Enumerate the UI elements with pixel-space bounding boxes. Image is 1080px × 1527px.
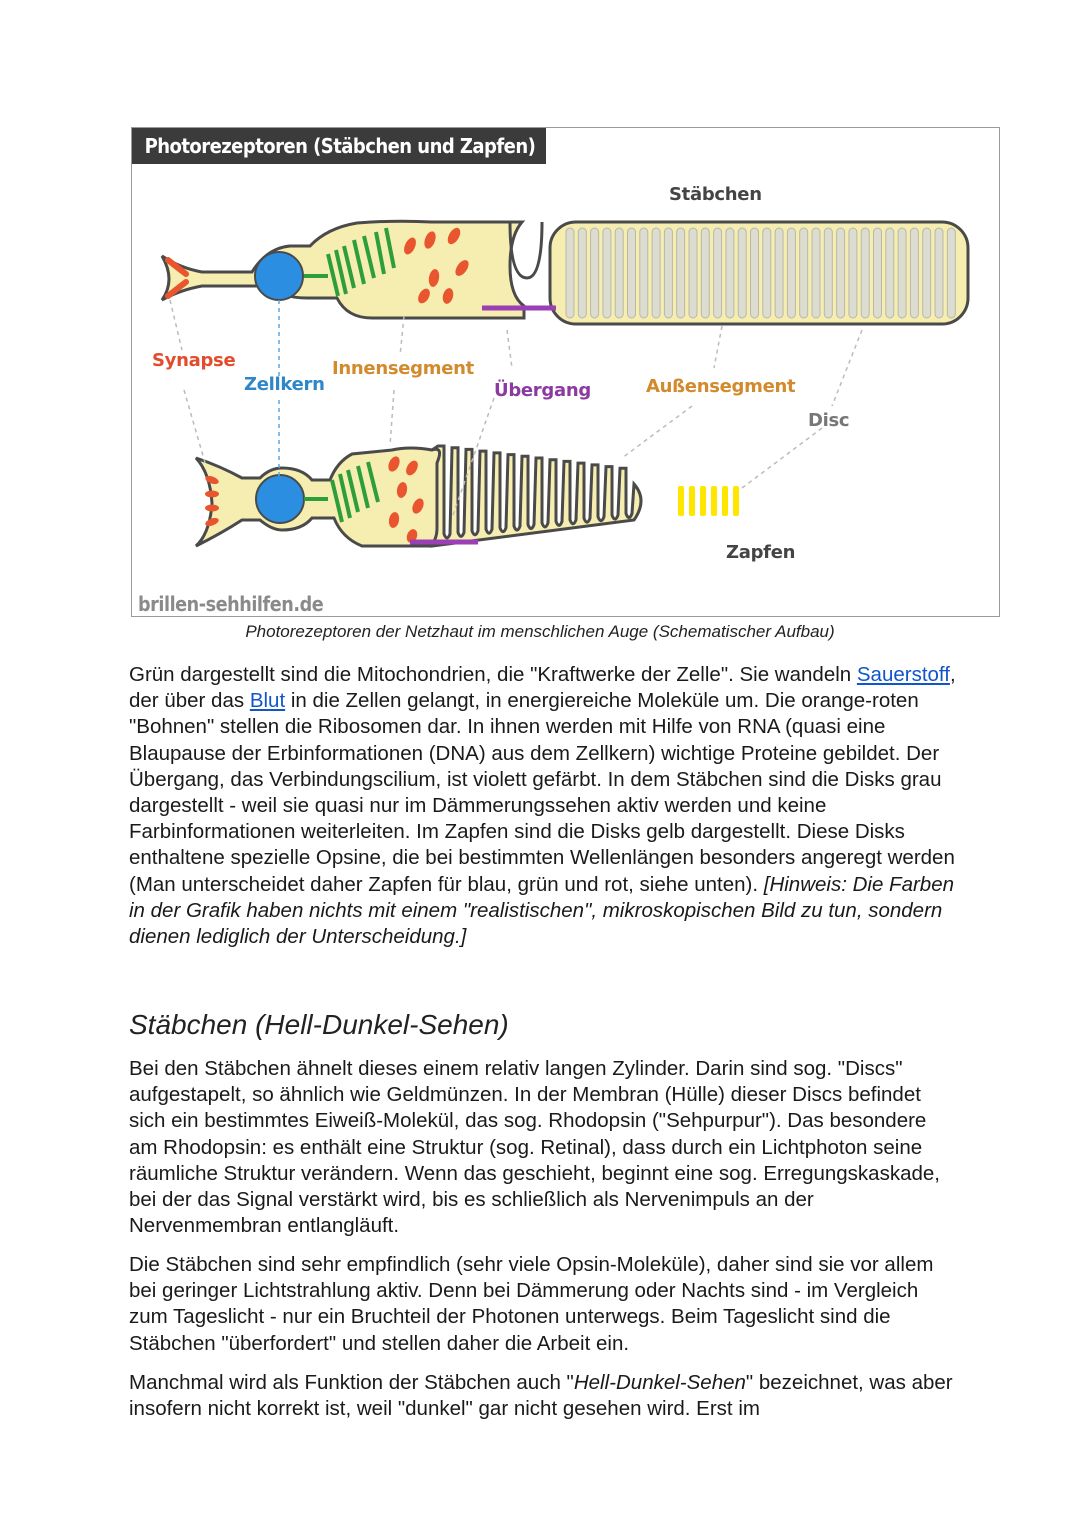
p1-text-2: , der über das — [129, 663, 956, 713]
rod-disc — [874, 228, 882, 318]
cone-disc — [700, 486, 706, 516]
rod-disc — [578, 228, 586, 318]
rod-disc — [591, 228, 599, 318]
rod-disc — [861, 228, 869, 318]
p1-text-1: Grün dargestellt sind die Mitochondrien, die "Kraftwerke der Zelle". Sie wandeln — [129, 663, 857, 686]
rod-disc — [824, 228, 832, 318]
rod-disc — [910, 228, 918, 318]
label-zapfen: Zapfen — [726, 542, 796, 563]
rod-disc — [701, 228, 709, 318]
rod-disc — [751, 228, 759, 318]
label-synapse: Synapse — [152, 350, 236, 371]
rod-disc — [935, 228, 943, 318]
rod-disc — [677, 228, 685, 318]
p1-hint: [Hinweis: Die Farben in der Grafik haben nichts mit einem "realistischen", mikroskopischen Bild zu tun, sondern dienen lediglich der Unterscheidung.] — [129, 872, 955, 949]
section-heading-staebchen: Stäbchen (Hell-Dunkel-Sehen) — [129, 1009, 509, 1040]
rod-disc — [664, 228, 672, 318]
p4-text-1: Manchmal wird als Funktion der Stäbchen auch " — [129, 1371, 574, 1394]
figure-title: Photorezeptoren (Stäbchen und Zapfen) — [132, 128, 546, 164]
cone-disc — [678, 486, 684, 516]
rod-disc — [763, 228, 771, 318]
photoreceptor-figure — [131, 127, 1000, 617]
figure-caption: Photorezeptoren der Netzhaut im menschlichen Auge (Schematischer Aufbau) — [245, 622, 835, 641]
rod-disc — [898, 228, 906, 318]
rod-disc — [726, 228, 734, 318]
rod-disc — [566, 228, 574, 318]
rod-disc — [775, 228, 783, 318]
photoreceptor-diagram — [132, 128, 1000, 617]
rod-disc — [652, 228, 660, 318]
rod-disc — [837, 228, 845, 318]
rod-disc — [800, 228, 808, 318]
rod-disc — [615, 228, 623, 318]
paragraph-mitochondria — [129, 662, 959, 950]
rod-cell — [162, 221, 968, 324]
rod-disc — [812, 228, 820, 318]
cone-cell — [196, 446, 739, 546]
paragraph-hell-dunkel — [129, 1370, 959, 1422]
link-sauerstoff[interactable]: Sauerstoff — [856, 663, 950, 686]
rod-disc — [689, 228, 697, 318]
figure-credit: brillen-sehhilfen.de — [138, 592, 324, 616]
label-staebchen: Stäbchen — [669, 184, 762, 205]
p4-italic: Hell-Dunkel-Sehen — [573, 1371, 746, 1394]
label-zellkern: Zellkern — [244, 374, 325, 395]
p1-text-3: in die Zellen gelangt, in energiereiche Moleküle um. Die orange-roten "Bohnen" stellen die Ribosomen dar. In ihnen werden mit Hilfe von RNA (quasi eine Blaupause der Erbinformationen (DNA) aus dem Zellkern) wichtige Proteine gebildet. Der Übergang, das Verbindungscilium, ist violett gefärbt. In dem Stäbchen sind die Disks grau dargestellt - weil sie quasi nur im Dämmerungssehen aktiv werden und keine Farbinformationen weiterleiten. Im Zapfen sind die Disks gelb dargestellt. Diese Disks enthaltene spezielle Opsine, die bei bestimmten Wellenlängen besonders angeregt werden (Man unterscheidet daher Zapfen für blau, grün und rot, siehe unten). — [129, 689, 955, 896]
paragraph-staebchen-structure: Bei den Stäbchen ähnelt dieses einem relativ langen Zylinder. Darin sind sog. "Discs" aufgestapelt, so ähnlich wie Geldmünzen. In der Membran (Hülle) dieser Discs befindet sich ein bestimmtes Eiweiß-Molekül, das sog. Rhodopsin ("Sehpurpur"). Das besondere am Rhodopsin: es enthält eine Struktur (sog. Retinal), dass durch ein Lichtphoton seine räumliche Struktur verändern. Wenn das geschieht, beginnt eine sog. Erregungskaskade, bei der das Signal verstärkt wird, bis es schließlich als Nervenimpuls an der Nervenmembran entlangläuft. — [129, 1057, 940, 1238]
label-aussensegment: Außensegment — [646, 376, 796, 397]
cone-discs — [678, 486, 739, 516]
cone-disc — [711, 486, 717, 516]
link-blut[interactable]: Blut — [249, 689, 286, 713]
rod-disc — [628, 228, 636, 318]
label-innensegment: Innensegment — [332, 358, 474, 379]
rod-disc — [640, 228, 648, 318]
rod-disc — [923, 228, 931, 318]
rod-disc — [738, 228, 746, 318]
rod-disc — [714, 228, 722, 318]
rod-disc — [849, 228, 857, 318]
cone-disc — [689, 486, 695, 516]
p4-text-2: " bezeichnet, was aber insofern nicht korrekt ist, weil "dunkel" gar nicht gesehen wird. Erst im — [129, 1371, 953, 1421]
rod-disc — [886, 228, 894, 318]
rod-disc — [947, 228, 955, 318]
rod-disc — [603, 228, 611, 318]
cone-disc — [722, 486, 728, 516]
label-uebergang: Übergang — [494, 380, 591, 401]
label-disc: Disc — [808, 410, 850, 431]
rod-disc — [787, 228, 795, 318]
paragraph-staebchen-sensitivity: Die Stäbchen sind sehr empfindlich (sehr viele Opsin-Moleküle), daher sind sie vor allem bei geringer Lichtstrahlung aktiv. Denn bei Dämmerung oder Nachts sind - im Vergleich zum Tageslicht - nur ein Bruchteil der Photonen unterwegs. Beim Tageslicht sind die Stäbchen "überfordert" und stellen daher die Arbeit ein. — [129, 1253, 934, 1355]
cone-disc — [733, 486, 739, 516]
